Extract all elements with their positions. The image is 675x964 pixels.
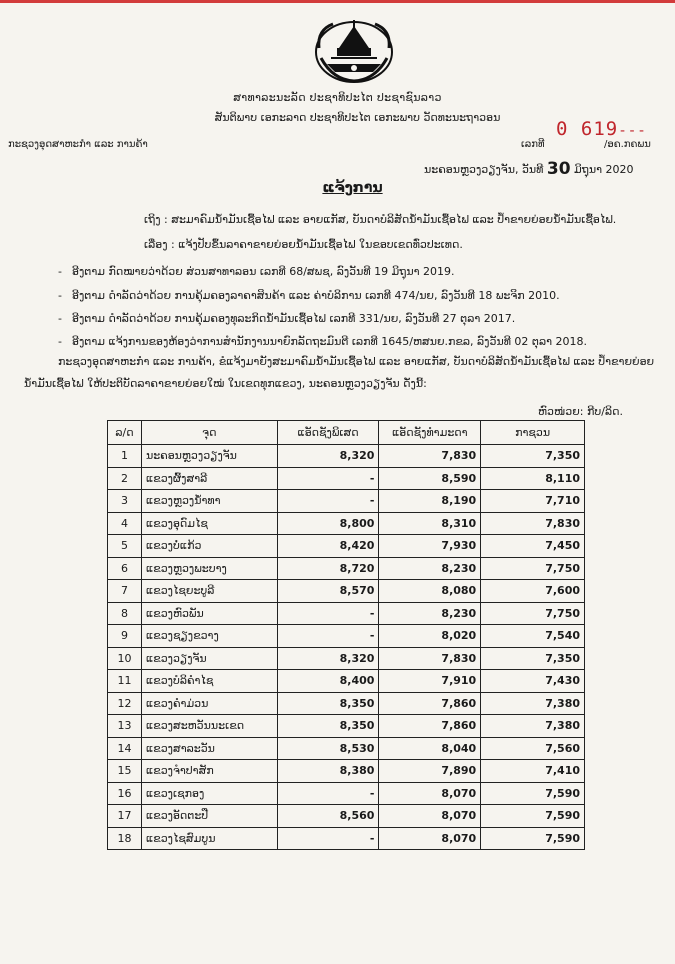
- cell-super-gasoline: -: [277, 782, 379, 805]
- header-regular-gasoline: ແອັດຊັງທຳມະດາ: [379, 421, 481, 445]
- cell-no: 8: [108, 602, 142, 625]
- cell-super-gasoline: 8,350: [277, 692, 379, 715]
- table-row: [108, 557, 585, 580]
- cell-no: 9: [108, 625, 142, 648]
- cell-location: ແຂວງຈຳປາສັກ: [141, 760, 277, 783]
- cell-regular-gasoline: 8,230: [379, 602, 481, 625]
- fuel-price-table: [107, 420, 585, 850]
- cell-location: ແຂວງບໍ່ແກ້ວ: [141, 535, 277, 558]
- table-row: [108, 625, 585, 648]
- cell-regular-gasoline: 8,080: [379, 580, 481, 603]
- reference-item: - ອີງຕາມ ກົດໝາຍວ່າດ້ວຍ ສ່ວນສາທາລອນ ເລກທີ 68/ສພຊ, ລົງວັນທີ 19 ມິຖຸນາ 2019.: [58, 265, 455, 278]
- ministry-name: ກະຊວງອຸດສາຫະກຳ ແລະ ການຄ້າ: [8, 139, 148, 150]
- date-suffix: ມິຖຸນາ 2020: [574, 163, 634, 176]
- cell-diesel: 7,590: [481, 805, 585, 828]
- cell-regular-gasoline: 8,070: [379, 782, 481, 805]
- date-line: [424, 158, 634, 178]
- doc-department: /ອຄ.ກຄພນ: [604, 139, 651, 150]
- subject-line: ເລື່ອງ : ແຈ້ງປັບຂຶ້ນລາຄາຂາຍຍ່ອຍນ້ຳມັນເຊື້ອໄຟ ໃນຂອບເຂດທົ່ວປະເທດ.: [144, 238, 463, 251]
- cell-no: 15: [108, 760, 142, 783]
- cell-location: ແຂວງອຸດົມໄຊ: [141, 512, 277, 535]
- cell-diesel: 7,560: [481, 737, 585, 760]
- table-row: [108, 535, 585, 558]
- cell-super-gasoline: -: [277, 625, 379, 648]
- body-paragraph-line2: ນ້ຳມັນເຊື້ອໄຟ ໃຫ້ປະຕິບັດລາຄາຂາຍຍ່ອຍໃໝ່ ໃນເຂດທຸກແຂວງ, ນະຄອນຫຼວງວຽງຈັນ ດັ່ງນີ້:: [24, 377, 427, 390]
- cell-location: ແຂວງບໍລິຄຳໄຊ: [141, 670, 277, 693]
- cell-no: 11: [108, 670, 142, 693]
- cell-regular-gasoline: 8,310: [379, 512, 481, 535]
- cell-diesel: 7,380: [481, 715, 585, 738]
- header-location: ຈຸດ: [141, 421, 277, 445]
- cell-location: ແຂວງຫຼວງນ້ຳທາ: [141, 490, 277, 513]
- cell-regular-gasoline: 8,070: [379, 827, 481, 850]
- cell-diesel: 7,750: [481, 557, 585, 580]
- cell-super-gasoline: 8,350: [277, 715, 379, 738]
- cell-regular-gasoline: 7,890: [379, 760, 481, 783]
- table-row: [108, 512, 585, 535]
- cell-location: ແຂວງໄຊຍະບູລີ: [141, 580, 277, 603]
- cell-location: ແຂວງຫຼວງພະບາງ: [141, 557, 277, 580]
- country-name: ສາທາລະນະລັດ ປະຊາທິປະໄຕ ປະຊາຊົນລາວ: [233, 91, 442, 104]
- table-row: [108, 827, 585, 850]
- cell-diesel: 7,590: [481, 827, 585, 850]
- reference-item: - ອີງຕາມ ດຳລັດວ່າດ້ວຍ ການຄຸ້ມຄອງທຸລະກິດນ້ຳມັນເຊື້ອໄຟ ເລກທີ 331/ນຍ, ລົງວັນທີ 27 ຕຸລາ 2017.: [58, 312, 516, 325]
- recipient-line: ເຖິງ : ສະມາຄົມນ້ຳມັນເຊື້ອໄຟ ແລະ ອາຍແກັສ, ບັນດາບໍລິສັດນ້ຳມັນເຊື້ອໄຟ ແລະ ປ້ຳຂາຍຍ່ອຍນ້ຳມັນເຊື້ອໄຟ.: [144, 213, 617, 226]
- cell-location: ແຂວງຄຳມ່ວນ: [141, 692, 277, 715]
- cell-regular-gasoline: 7,830: [379, 647, 481, 670]
- cell-location: ແຂວງອັດຕະປື: [141, 805, 277, 828]
- cell-diesel: 7,350: [481, 647, 585, 670]
- cell-super-gasoline: 8,380: [277, 760, 379, 783]
- cell-no: 17: [108, 805, 142, 828]
- cell-no: 18: [108, 827, 142, 850]
- cell-location: ແຂວງຫົວພັນ: [141, 602, 277, 625]
- cell-no: 16: [108, 782, 142, 805]
- cell-no: 4: [108, 512, 142, 535]
- national-motto: ສັນຕິພາບ ເອກະລາດ ປະຊາທິປະໄຕ ເອກະພາບ ວັດທະນະຖາວອນ: [214, 111, 501, 124]
- cell-super-gasoline: -: [277, 827, 379, 850]
- cell-regular-gasoline: 7,830: [379, 445, 481, 468]
- cell-regular-gasoline: 8,230: [379, 557, 481, 580]
- cell-super-gasoline: 8,720: [277, 557, 379, 580]
- cell-diesel: 7,600: [481, 580, 585, 603]
- cell-super-gasoline: 8,320: [277, 647, 379, 670]
- doc-number-suffix: - - -: [620, 123, 645, 139]
- cell-super-gasoline: 8,420: [277, 535, 379, 558]
- doc-number: 0 619: [556, 118, 619, 140]
- table-row: [108, 490, 585, 513]
- doc-number-label: ເລກທີ: [521, 139, 545, 150]
- header-diesel: ກາຊວນ: [481, 421, 585, 445]
- cell-regular-gasoline: 7,860: [379, 715, 481, 738]
- cell-location: ແຂວງສາລະວັນ: [141, 737, 277, 760]
- cell-super-gasoline: 8,530: [277, 737, 379, 760]
- cell-diesel: 7,410: [481, 760, 585, 783]
- cell-super-gasoline: 8,570: [277, 580, 379, 603]
- cell-no: 12: [108, 692, 142, 715]
- cell-super-gasoline: -: [277, 490, 379, 513]
- table-row: [108, 602, 585, 625]
- table-row: [108, 805, 585, 828]
- cell-no: 3: [108, 490, 142, 513]
- table-row: [108, 580, 585, 603]
- table-row: [108, 445, 585, 468]
- cell-regular-gasoline: 8,070: [379, 805, 481, 828]
- cell-regular-gasoline: 8,020: [379, 625, 481, 648]
- cell-no: 13: [108, 715, 142, 738]
- cell-diesel: 7,430: [481, 670, 585, 693]
- cell-no: 2: [108, 467, 142, 490]
- header-no: ລ/ດ: [108, 421, 142, 445]
- national-emblem-icon: [313, 18, 395, 84]
- cell-super-gasoline: -: [277, 467, 379, 490]
- cell-diesel: 7,380: [481, 692, 585, 715]
- table-row: [108, 782, 585, 805]
- cell-no: 7: [108, 580, 142, 603]
- table-row: [108, 760, 585, 783]
- cell-regular-gasoline: 7,860: [379, 692, 481, 715]
- cell-location: ແຂວງຜົ້ງສາລີ: [141, 467, 277, 490]
- date-day: 30: [546, 159, 571, 179]
- cell-regular-gasoline: 8,590: [379, 467, 481, 490]
- cell-no: 1: [108, 445, 142, 468]
- cell-super-gasoline: 8,400: [277, 670, 379, 693]
- table-row: [108, 647, 585, 670]
- reference-item: - ອີງຕາມ ດຳລັດວ່າດ້ວຍ ການຄຸ້ມຄອງລາຄາສິນຄ້າ ແລະ ຄ່າບໍລິການ ເລກທີ 474/ນຍ, ລົງວັນທີ 18 ພະຈິກ 2010.: [58, 289, 560, 302]
- cell-location: ແຂວງຊຽງຂວາງ: [141, 625, 277, 648]
- cell-super-gasoline: 8,800: [277, 512, 379, 535]
- reference-item: - ອີງຕາມ ແຈ້ງການຂອງຫ້ອງວ່າການສຳນັກງານນາຍົກລັດຖະມົນຕີ ເລກທີ 1645/ຫສນຍ.ກຂລ, ລົງວັນທີ 02 ຕຸລາ 2018.: [58, 335, 588, 348]
- cell-diesel: 7,540: [481, 625, 585, 648]
- cell-no: 6: [108, 557, 142, 580]
- cell-super-gasoline: 8,320: [277, 445, 379, 468]
- cell-diesel: 7,450: [481, 535, 585, 558]
- cell-super-gasoline: -: [277, 602, 379, 625]
- body-paragraph-line1: ກະຊວງອຸດສາຫະກຳ ແລະ ການຄ້າ, ຂໍແຈ້ງມາຍັງສະມາຄົມນ້ຳມັນເຊື້ອໄຟ ແລະ ອາຍແກັສ, ບັນດາບໍລິສັດນ້ຳມັນເຊື້ອໄຟ ແລະ ປ້ຳຂາຍຍ່ອຍ: [58, 355, 655, 368]
- cell-location: ແຂວງວຽງຈັນ: [141, 647, 277, 670]
- cell-no: 14: [108, 737, 142, 760]
- cell-location: ນະຄອນຫຼວງວຽງຈັນ: [141, 445, 277, 468]
- date-prefix: ນະຄອນຫຼວງວຽງຈັນ, ວັນທີ: [424, 163, 544, 176]
- reference-text: ອີງຕາມ ແຈ້ງການຂອງຫ້ອງວ່າການສຳນັກງານນາຍົກລັດຖະມົນຕີ ເລກທີ 1645/ຫສນຍ.ກຂລ, ລົງວັນທີ 02 ຕຸລາ 2018.: [72, 335, 588, 348]
- header-super-gasoline: ແອັດຊັງພິເສດ: [277, 421, 379, 445]
- cell-regular-gasoline: 7,910: [379, 670, 481, 693]
- cell-location: ແຂວງສະຫວັນນະເຂດ: [141, 715, 277, 738]
- cell-location: ແຂວງເຊກອງ: [141, 782, 277, 805]
- table-row: [108, 692, 585, 715]
- notice-title: ແຈ້ງການ: [322, 180, 383, 196]
- cell-diesel: 7,710: [481, 490, 585, 513]
- cell-diesel: 7,590: [481, 782, 585, 805]
- table-row: [108, 715, 585, 738]
- table-row: [108, 737, 585, 760]
- cell-no: 5: [108, 535, 142, 558]
- cell-diesel: 7,830: [481, 512, 585, 535]
- table-row: [108, 670, 585, 693]
- cell-regular-gasoline: 7,930: [379, 535, 481, 558]
- table-header-row: [108, 421, 585, 445]
- cell-diesel: 7,750: [481, 602, 585, 625]
- cell-location: ແຂວງໄຊສົມບູນ: [141, 827, 277, 850]
- reference-text: ອີງຕາມ ກົດໝາຍວ່າດ້ວຍ ສ່ວນສາທາລອນ ເລກທີ 68/ສພຊ, ລົງວັນທີ 19 ມິຖຸນາ 2019.: [72, 265, 455, 278]
- unit-label: ຫົວໜ່ວຍ: ກີບ/ລິດ.: [538, 405, 623, 418]
- cell-regular-gasoline: 8,190: [379, 490, 481, 513]
- cell-diesel: 7,350: [481, 445, 585, 468]
- cell-no: 10: [108, 647, 142, 670]
- reference-text: ອີງຕາມ ດຳລັດວ່າດ້ວຍ ການຄຸ້ມຄອງທຸລະກິດນ້ຳມັນເຊື້ອໄຟ ເລກທີ 331/ນຍ, ລົງວັນທີ 27 ຕຸລາ 2017.: [72, 312, 516, 325]
- cell-diesel: 8,110: [481, 467, 585, 490]
- table-row: [108, 467, 585, 490]
- reference-text: ອີງຕາມ ດຳລັດວ່າດ້ວຍ ການຄຸ້ມຄອງລາຄາສິນຄ້າ ແລະ ຄ່າບໍລິການ ເລກທີ 474/ນຍ, ລົງວັນທີ 18 ພະຈິກ 2010.: [72, 289, 560, 302]
- cell-regular-gasoline: 8,040: [379, 737, 481, 760]
- cell-super-gasoline: 8,560: [277, 805, 379, 828]
